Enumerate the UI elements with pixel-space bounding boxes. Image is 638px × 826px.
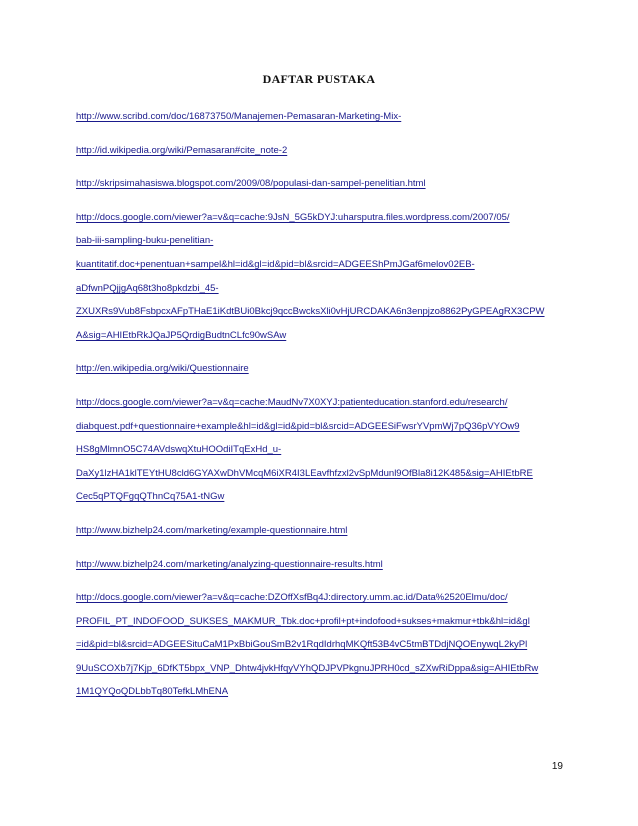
- reference-line: 1M1QYQoQDLbbTq80TefkLMhENA: [76, 686, 229, 698]
- reference-link[interactable]: [76, 206, 562, 348]
- reference-link[interactable]: [76, 391, 562, 509]
- reference-line: =id&pid=bl&srcid=ADGEESituCaM1PxBbiGouSmB2v1RqdIdrhqMKQft53B4vC5tmBTDdjNQOEnywqL2kyPl: [76, 639, 528, 651]
- reference-link[interactable]: [76, 519, 562, 543]
- reference-line: PROFIL_PT_INDOFOOD_SUKSES_MAKMUR_Tbk.doc+profil+pt+indofood+sukses+makmur+tbk&hl=id&gl: [76, 615, 530, 627]
- reference-line: http://skripsimahasiswa.blogspot.com/2009/08/populasi-dan-sampel-penelitian.html: [76, 178, 426, 190]
- reference-link[interactable]: [76, 172, 562, 196]
- reference-line: bab-iii-sampling-buku-penelitian-: [76, 235, 214, 247]
- reference-link[interactable]: [76, 586, 562, 704]
- reference-item: [76, 206, 562, 348]
- reference-item: [76, 586, 562, 704]
- reference-line: aDfwnPQjjgAq68t3ho8pkdzbi_45-: [76, 282, 219, 294]
- reference-line: kuantitatif.doc+penentuan+sampel&hl=id&gl=id&pid=bl&srcid=ADGEEShPmJGaf6melov02EB-: [76, 258, 475, 270]
- reference-item: [76, 105, 562, 129]
- page-number: 19: [551, 761, 563, 772]
- reference-list: [76, 105, 562, 714]
- reference-line: ZXUXRs9Vub8FsbpcxAFpTHaE1iKdtBUi0Bkcj9qccBwcksXli0vHjURCDAKA6n3enpjzo8862PyGPEAgRX3CPW: [76, 306, 545, 318]
- reference-link[interactable]: [76, 105, 562, 129]
- reference-line: diabquest.pdf+questionnaire+example&hl=id&gl=id&pid=bl&srcid=ADGEESiFwsrYVpmWj7pQ36pVYOw9: [76, 420, 520, 432]
- reference-line: http://docs.google.com/viewer?a=v&q=cache:9JsN_5G5kDYJ:uharsputra.files.wordpress.com/2007/05/: [76, 211, 510, 223]
- page-title: DAFTAR PUSTAKA: [262, 72, 376, 86]
- reference-item: [76, 391, 562, 509]
- reference-link[interactable]: [76, 139, 562, 163]
- reference-item: [76, 553, 562, 577]
- reference-line: http://docs.google.com/viewer?a=v&q=cache:MaudNv7X0XYJ:patienteducation.stanford.edu/research/: [76, 396, 508, 408]
- reference-line: http://en.wikipedia.org/wiki/Questionnaire: [76, 363, 249, 375]
- reference-line: http://www.scribd.com/doc/16873750/Manajemen-Pemasaran-Marketing-Mix-: [76, 111, 402, 122]
- reference-item: [76, 357, 562, 381]
- reference-link[interactable]: [76, 357, 562, 381]
- reference-line: http://id.wikipedia.org/wiki/Pemasaran#cite_note-2: [76, 144, 288, 156]
- reference-line: http://www.bizhelp24.com/marketing/analyzing-questionnaire-results.html: [76, 558, 383, 570]
- reference-line: http://docs.google.com/viewer?a=v&q=cache:DZOffXsfBq4J:directory.umm.ac.id/Data%2520Elmu/doc/: [76, 592, 508, 604]
- reference-line: 9UuSCOXb7j7Kjp_6DfKT5bpx_VNP_Dhtw4jvkHfqyVYhQDJPVPkgnuJPRH0cd_sZXwRiDppa&sig=AHIEtbRw: [76, 662, 539, 674]
- reference-line: DaXy1lzHA1klTEYtHU8cld6GYAXwDhVMcqM6iXR4I3LEavfhfzxl2vSpMdunl9OfBla8i12K485&sig=AHIEtbRE: [76, 467, 533, 479]
- reference-item: [76, 139, 562, 163]
- reference-line: http://www.bizhelp24.com/marketing/example-questionnaire.html: [76, 524, 348, 536]
- reference-line: Cec5qPTQFgqQThnCq75A1-tNGw: [76, 491, 225, 503]
- reference-line: A&sig=AHIEtbRkJQaJP5QrdigBudtnCLfc90wSAw: [76, 329, 287, 341]
- reference-item: [76, 519, 562, 543]
- reference-line: HS8gMlmnO5C74AVdswqXtuHOOdiITqExHd_u-: [76, 444, 282, 456]
- reference-item: [76, 172, 562, 196]
- reference-link[interactable]: [76, 553, 562, 577]
